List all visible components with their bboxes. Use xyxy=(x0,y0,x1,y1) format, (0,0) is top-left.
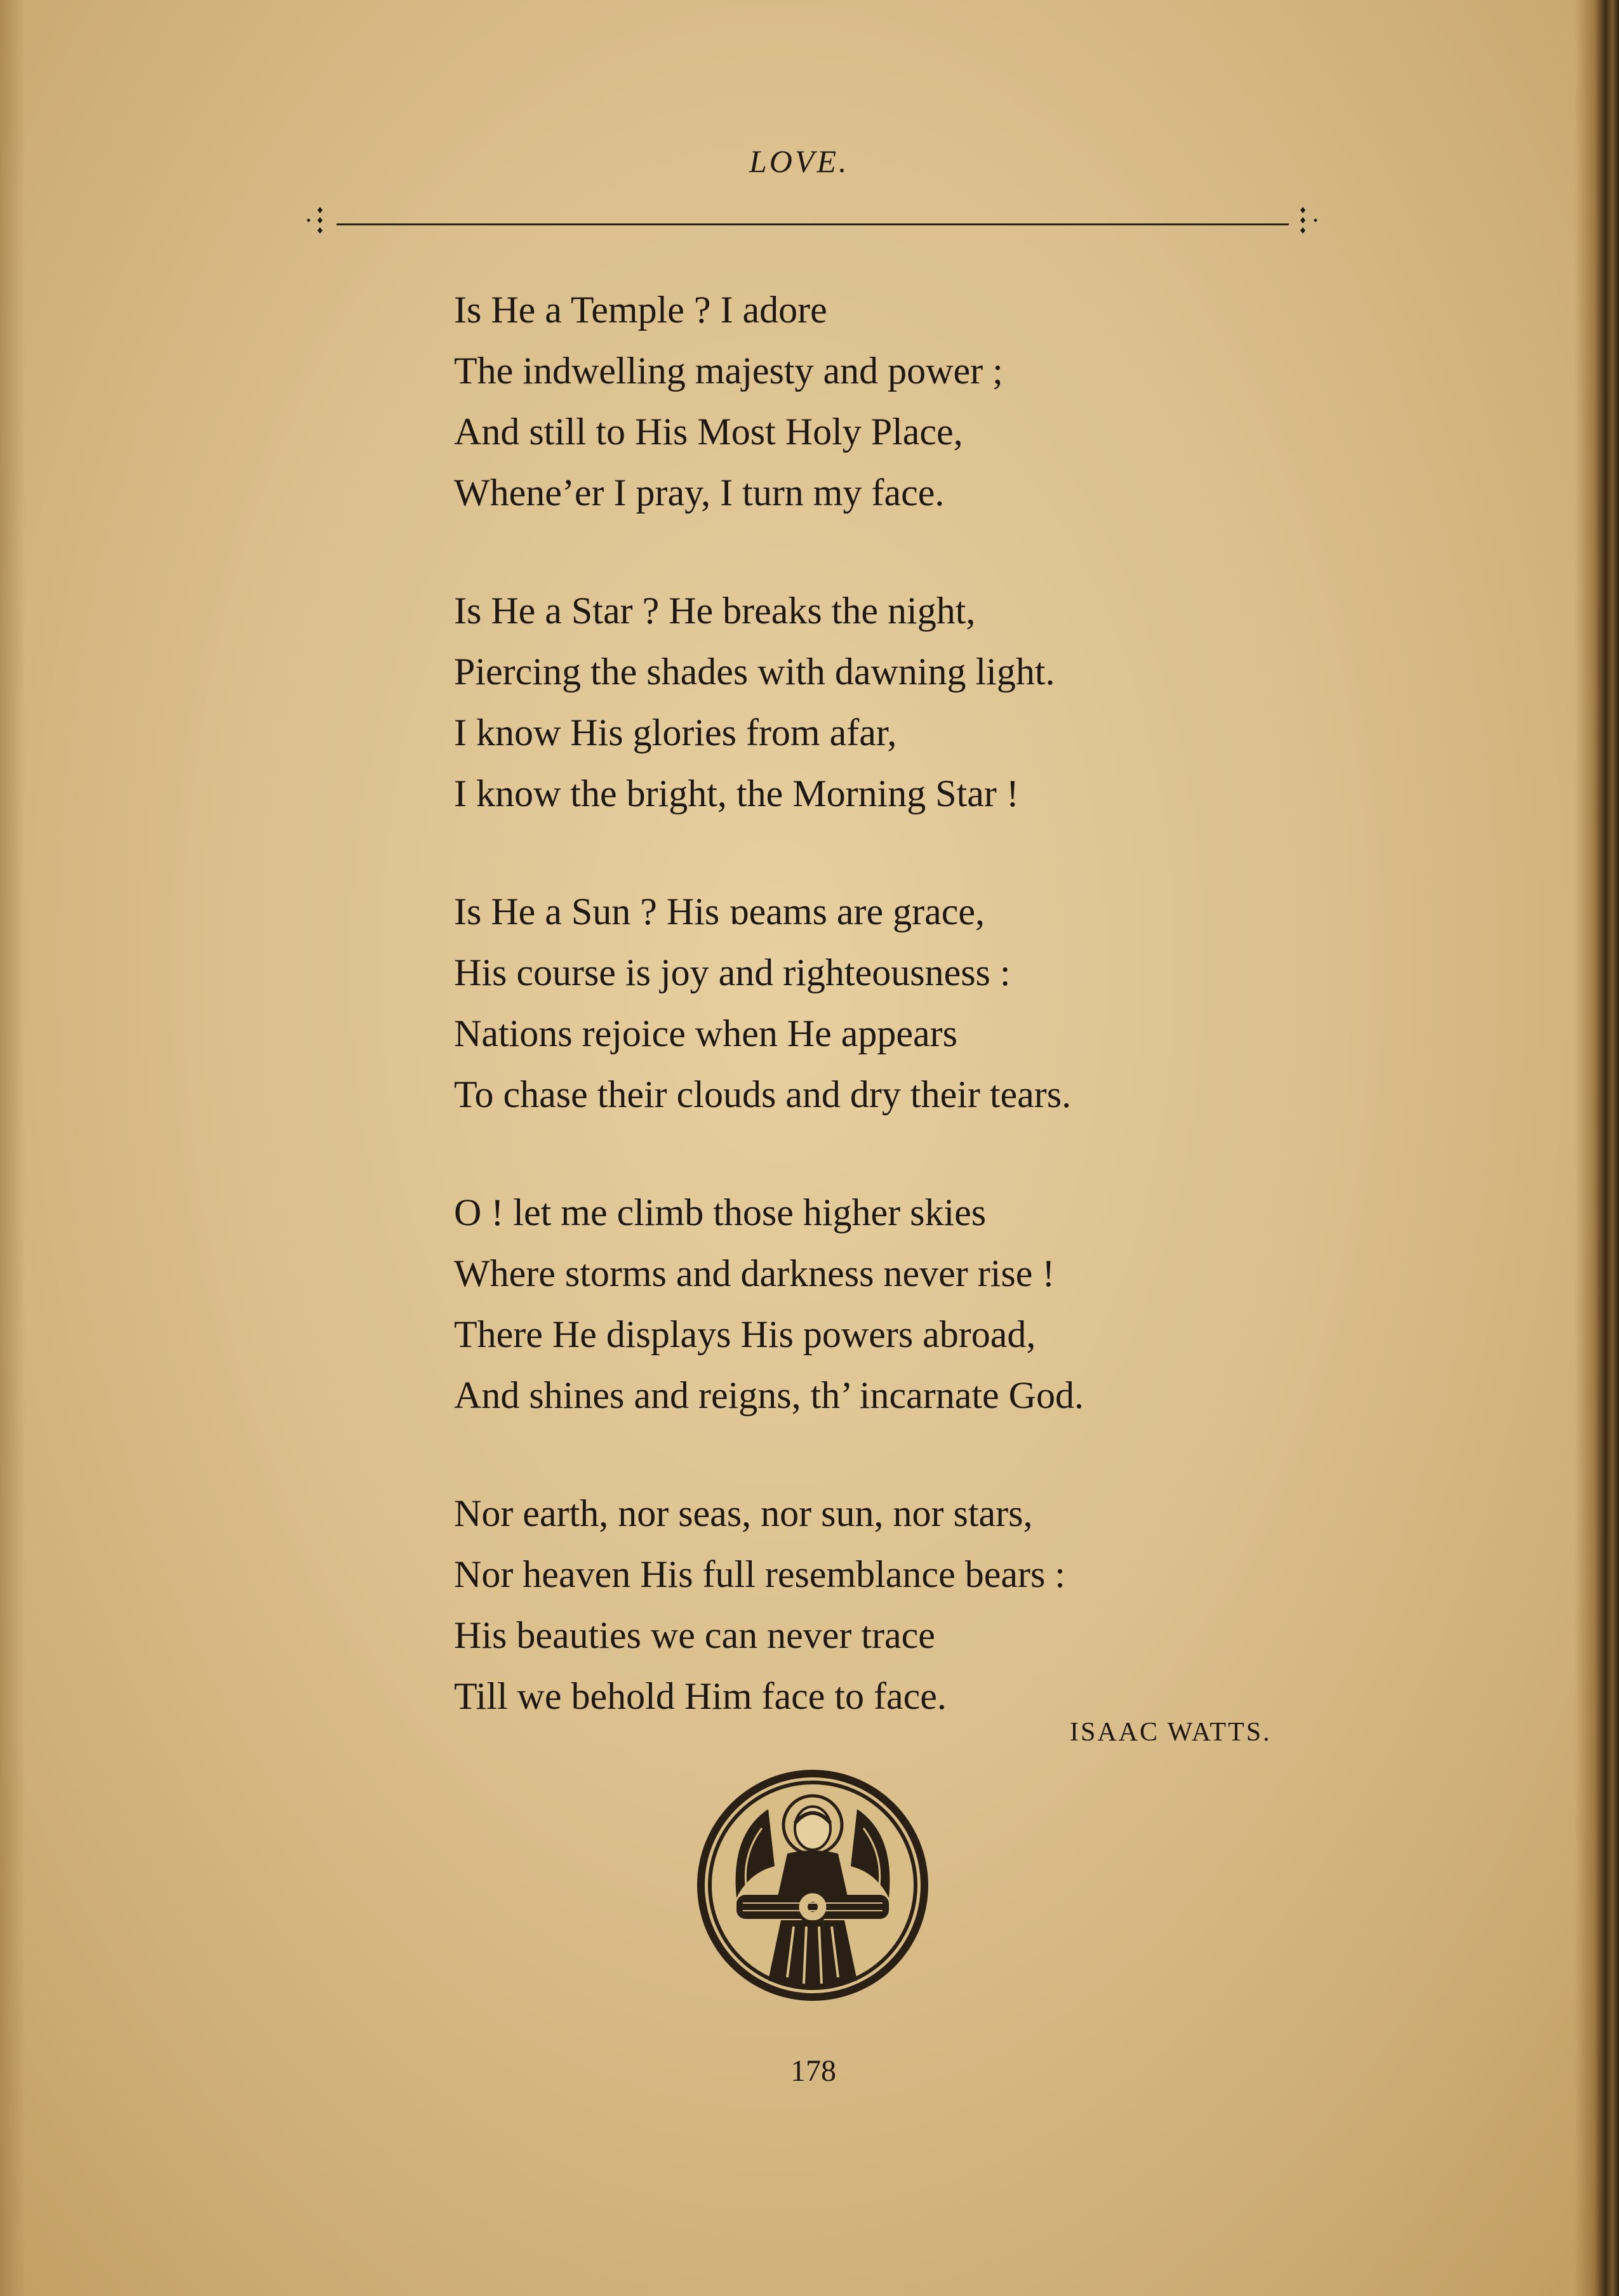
poem xyxy=(454,279,1084,1784)
stanza xyxy=(454,279,1084,523)
page-edge xyxy=(1575,0,1619,2296)
poem-line: O ! let me climb those higher skies xyxy=(454,1191,987,1233)
poem-line: Where storms and darkness never rise ! xyxy=(454,1252,1055,1294)
poem-line: His beauties we can never trace xyxy=(454,1614,935,1656)
poem-line: Till we behold Him face to face. xyxy=(454,1675,947,1717)
poem-line: There He displays His powers abroad, xyxy=(454,1313,1036,1355)
poem-line: Nations rejoice when He appears xyxy=(454,1012,958,1054)
header-rule xyxy=(336,223,1289,225)
poem-line: To chase their clouds and dry their tears. xyxy=(454,1073,1072,1115)
poem-line: Nor earth, nor seas, nor sun, nor stars, xyxy=(454,1492,1033,1534)
stanza xyxy=(454,881,1084,1125)
page-gutter-shadow xyxy=(0,0,25,2296)
poem-line: I know His glories from afar, xyxy=(454,712,897,753)
poem-line: Piercing the shades with dawning light. xyxy=(454,651,1055,693)
stanza xyxy=(454,1182,1084,1426)
poem-line: And shines and reigns, th’ incarnate Goԁ. xyxy=(454,1374,1084,1416)
poem-line: The indwelling majesty and power ; xyxy=(454,350,1003,392)
diamond-dots-ornament-icon xyxy=(1294,207,1332,248)
poem-line: His course is joy and righteousness : xyxy=(454,952,1011,993)
poem-line: And still to His Most Holy Place, xyxy=(454,411,963,453)
angel-with-lute-icon xyxy=(692,1765,933,2006)
stanza xyxy=(454,580,1084,824)
stanza xyxy=(454,1483,1084,1727)
poem-line: Nor heaven His full resemblance bears : xyxy=(454,1553,1065,1595)
poem-line: Whene’er I pray, I turn my face. xyxy=(454,472,945,514)
poem-line: I know the bright, the Morning Star ! xyxy=(454,773,1019,814)
running-title: LOVE. xyxy=(749,143,849,179)
poem-line: Is He a Sun ? His ɒeams are grace, xyxy=(454,891,985,932)
page-number: 178 xyxy=(790,2054,836,2088)
poem-line: Is He a Star ? He breaks the night, xyxy=(454,590,976,632)
poem-line: Is He a Temple ? I adore xyxy=(454,289,827,331)
author-attribution: ISAAC WATTS. xyxy=(1070,1718,1272,1747)
diamond-dots-ornament-icon xyxy=(295,204,333,245)
